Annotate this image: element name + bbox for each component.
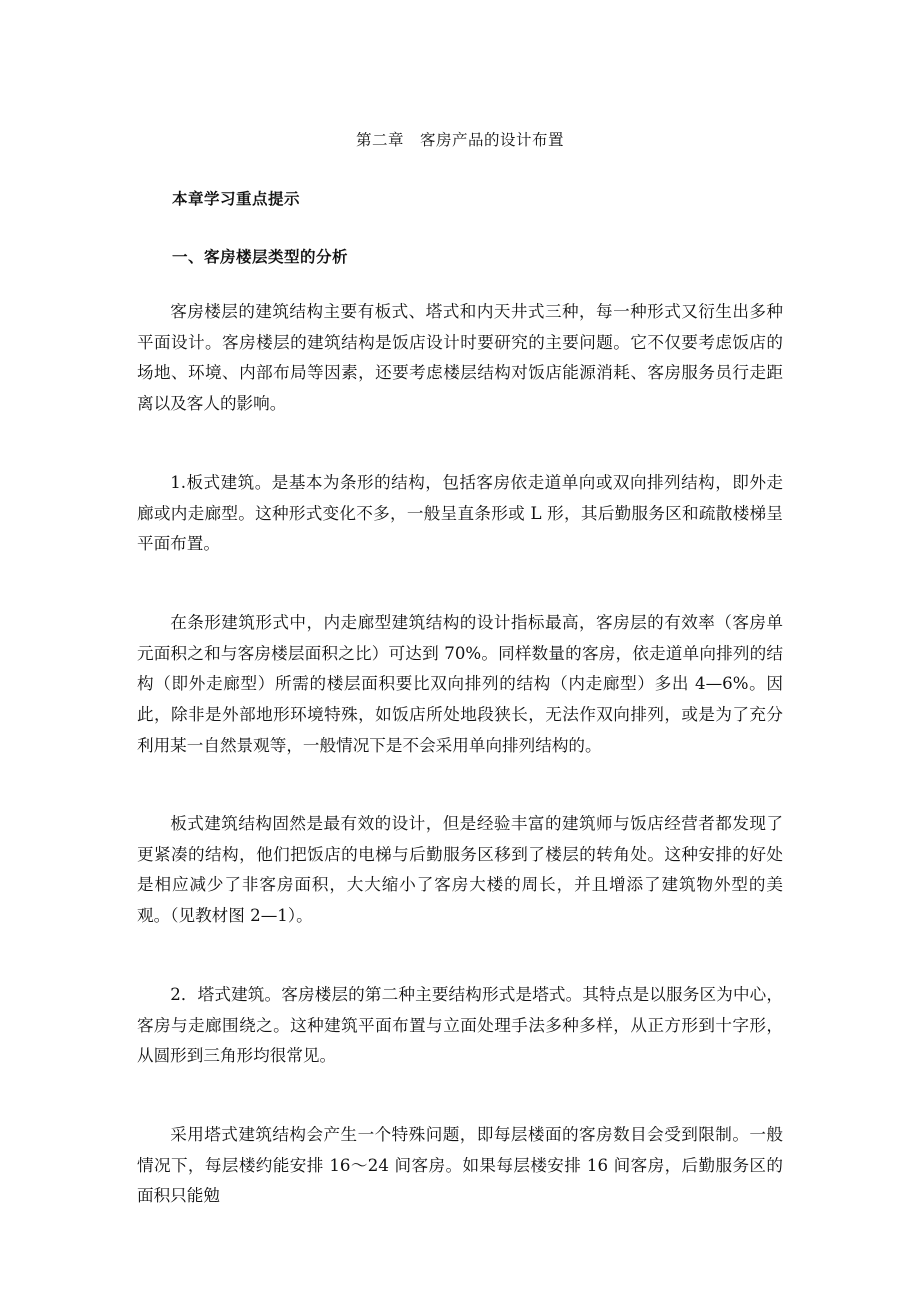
paragraph-tower-room-limit: 采用塔式建筑结构会产生一个特殊问题，即每层楼面的客房数目会受到限制。一般情况下，每层楼约能安排 16～24 间客房。如果每层楼安排 16 间客房，后勤服务区的面积只能勉 (137, 1125, 783, 1206)
paragraph-corridor-efficiency: 在条形建筑形式中，内走廊型建筑结构的设计指标最高，客房层的有效率（客房单元面积之和与客房楼层面积之比）可达到 70%。同样数量的客房，依走道单向排列的结构（即外走廊型）所需的楼层面积要比双向排列的结构（内走廊型）多出 4—6%。因此，除非是外部地形环境特殊，如饭店所处地段狭长，无法作双向排列，或是为了充分利用某一自然景观等，一般情况下是不会采用单向排列结构的。 (137, 613, 783, 755)
chapter-title: 第二章 客房产品的设计布置 (355, 131, 564, 149)
paragraph-floor-structure-overview: 客房楼层的建筑结构主要有板式、塔式和内天井式三种，每一种形式又衍生出多种平面设计。客房楼层的建筑结构是饭店设计时要研究的主要问题。它不仅要考虑饭店的场地、环境、内部布局等因素，还要考虑楼层结构对饭店能源消耗、客房服务员行走距离以及客人的影响。 (137, 302, 783, 414)
section-heading: 本章学习重点提示 (172, 189, 301, 208)
paragraph-compact-structure: 板式建筑结构固然是最有效的设计，但是经验丰富的建筑师与饭店经营者都发现了更紧凑的结构，他们把饭店的电梯与后勤服务区移到了楼层的转角处。这种安排的好处是相应减少了非客房面积，大大缩小了客房大楼的周长，并且增添了建筑物外型的美观。（见教材图 2—1）。 (137, 814, 783, 926)
subsection-heading: 一、客房楼层类型的分析 (172, 247, 349, 266)
paragraph-slab-building: 1.板式建筑。是基本为条形的结构，包括客房依走道单向或双向排列结构，即外走廊或内走廊型。这种形式变化不多，一般呈直条形或 L 形，其后勤服务区和疏散楼梯呈平面布置。 (137, 473, 783, 554)
paragraph-tower-building: 2．塔式建筑。客房楼层的第二种主要结构形式是塔式。其特点是以服务区为中心，客房与走廊围绕之。这种建筑平面布置与立面处理手法多种多样，从正方形到十字形，从圆形到三角形均很常见。 (137, 985, 783, 1066)
